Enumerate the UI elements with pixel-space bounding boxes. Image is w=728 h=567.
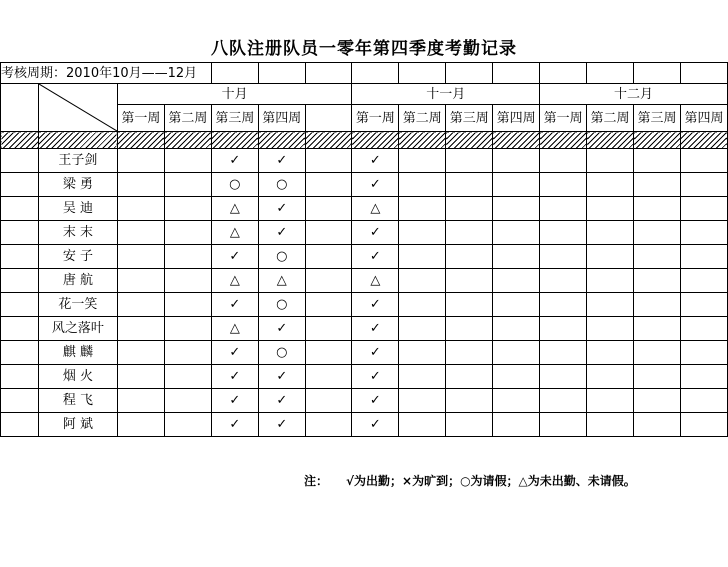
attendance-mark <box>493 341 540 365</box>
attendance-mark: △ <box>211 221 258 245</box>
attendance-mark <box>493 413 540 437</box>
attendance-mark <box>634 317 681 341</box>
attendance-mark <box>117 245 164 269</box>
attendance-mark <box>634 221 681 245</box>
attendance-mark <box>446 317 493 341</box>
attendance-mark: △ <box>211 317 258 341</box>
attendance-mark: △ <box>352 269 399 293</box>
attendance-mark <box>540 269 587 293</box>
attendance-mark <box>399 221 446 245</box>
attendance-mark <box>493 149 540 173</box>
week-header: 第三周 <box>211 105 258 132</box>
attendance-mark <box>117 269 164 293</box>
month-row <box>1 84 728 105</box>
attendance-table <box>0 62 728 437</box>
attendance-mark <box>117 341 164 365</box>
attendance-mark <box>305 197 352 221</box>
attendance-mark: ✓ <box>352 149 399 173</box>
attendance-mark <box>493 221 540 245</box>
member-name: 烟 火 <box>38 365 117 389</box>
member-name: 唐 航 <box>38 269 117 293</box>
attendance-mark <box>164 245 211 269</box>
week-header: 第一周 <box>352 105 399 132</box>
member-name: 梁 勇 <box>38 173 117 197</box>
attendance-mark: ✓ <box>258 365 305 389</box>
attendance-mark <box>399 389 446 413</box>
attendance-mark: △ <box>211 269 258 293</box>
attendance-mark: ✓ <box>352 221 399 245</box>
attendance-mark <box>399 245 446 269</box>
attendance-mark <box>305 365 352 389</box>
attendance-mark <box>634 245 681 269</box>
attendance-mark: ✓ <box>211 245 258 269</box>
table-row <box>1 389 728 413</box>
attendance-mark <box>399 341 446 365</box>
attendance-mark <box>446 341 493 365</box>
note-label: 注： <box>304 474 329 488</box>
attendance-mark <box>680 389 727 413</box>
attendance-mark <box>446 173 493 197</box>
week-header: 第二周 <box>399 105 446 132</box>
attendance-mark <box>399 197 446 221</box>
attendance-mark <box>399 413 446 437</box>
attendance-mark <box>399 149 446 173</box>
member-name: 花一笑 <box>38 293 117 317</box>
attendance-mark <box>634 365 681 389</box>
diagonal-header-cell <box>38 84 117 132</box>
attendance-mark <box>634 173 681 197</box>
attendance-mark: ○ <box>211 173 258 197</box>
attendance-mark <box>493 365 540 389</box>
attendance-mark <box>680 413 727 437</box>
attendance-mark <box>540 293 587 317</box>
attendance-mark <box>305 341 352 365</box>
attendance-mark <box>164 197 211 221</box>
attendance-mark <box>117 365 164 389</box>
week-header: 第一周 <box>540 105 587 132</box>
attendance-mark: ✓ <box>211 341 258 365</box>
attendance-mark <box>587 173 634 197</box>
attendance-mark <box>164 293 211 317</box>
attendance-mark <box>305 293 352 317</box>
attendance-mark: ✓ <box>352 413 399 437</box>
attendance-mark <box>680 269 727 293</box>
attendance-mark <box>446 413 493 437</box>
member-name: 程 飞 <box>38 389 117 413</box>
attendance-mark <box>680 173 727 197</box>
attendance-mark <box>117 197 164 221</box>
week-header <box>305 105 352 132</box>
table-row <box>1 269 728 293</box>
attendance-mark <box>164 341 211 365</box>
attendance-mark <box>446 365 493 389</box>
attendance-mark <box>587 317 634 341</box>
attendance-mark <box>164 389 211 413</box>
attendance-mark <box>164 269 211 293</box>
attendance-mark: ○ <box>258 245 305 269</box>
attendance-mark <box>587 413 634 437</box>
attendance-mark <box>587 365 634 389</box>
attendance-mark <box>493 269 540 293</box>
attendance-mark <box>117 317 164 341</box>
attendance-mark: ✓ <box>211 149 258 173</box>
attendance-mark <box>399 293 446 317</box>
table-row <box>1 173 728 197</box>
attendance-mark: ✓ <box>258 389 305 413</box>
attendance-mark <box>493 317 540 341</box>
attendance-mark <box>587 221 634 245</box>
attendance-mark: ✓ <box>352 317 399 341</box>
attendance-mark <box>493 245 540 269</box>
attendance-mark <box>305 269 352 293</box>
attendance-mark <box>117 413 164 437</box>
attendance-mark: ✓ <box>258 317 305 341</box>
week-header: 第三周 <box>634 105 681 132</box>
attendance-mark <box>680 317 727 341</box>
attendance-mark <box>634 389 681 413</box>
attendance-mark: ✓ <box>352 365 399 389</box>
week-header: 第三周 <box>446 105 493 132</box>
attendance-mark <box>164 173 211 197</box>
attendance-mark <box>680 365 727 389</box>
attendance-mark <box>634 293 681 317</box>
period-cell <box>1 63 212 84</box>
attendance-mark <box>493 173 540 197</box>
attendance-mark <box>399 173 446 197</box>
attendance-mark <box>305 173 352 197</box>
table-row <box>1 245 728 269</box>
note-text: √为出勤；×为旷到；○为请假；△为未出勤、未请假。 <box>346 474 636 488</box>
attendance-mark: △ <box>258 269 305 293</box>
attendance-mark <box>587 269 634 293</box>
member-name: 王子剑 <box>38 149 117 173</box>
attendance-mark <box>493 293 540 317</box>
attendance-mark <box>117 293 164 317</box>
attendance-mark <box>399 317 446 341</box>
member-name: 安 子 <box>38 245 117 269</box>
attendance-mark <box>117 149 164 173</box>
attendance-mark <box>446 245 493 269</box>
attendance-mark: ✓ <box>352 245 399 269</box>
period-row <box>1 63 728 84</box>
period-value: 2010年10月——12月 <box>66 65 198 81</box>
page-title: 八队注册队员一零年第四季度考勤记录 <box>211 39 517 59</box>
attendance-mark <box>540 413 587 437</box>
attendance-mark <box>493 389 540 413</box>
member-name: 吴 迪 <box>38 197 117 221</box>
attendance-mark <box>680 149 727 173</box>
attendance-mark <box>540 149 587 173</box>
attendance-mark <box>587 341 634 365</box>
attendance-mark <box>164 221 211 245</box>
attendance-mark <box>446 221 493 245</box>
attendance-mark <box>587 293 634 317</box>
attendance-mark <box>305 317 352 341</box>
attendance-mark <box>117 173 164 197</box>
attendance-mark <box>634 149 681 173</box>
table-row <box>1 221 728 245</box>
attendance-mark <box>164 317 211 341</box>
attendance-mark <box>540 221 587 245</box>
member-name: 末 末 <box>38 221 117 245</box>
attendance-mark: ✓ <box>258 197 305 221</box>
attendance-mark <box>446 197 493 221</box>
attendance-mark: ○ <box>258 173 305 197</box>
attendance-mark <box>587 149 634 173</box>
attendance-mark <box>305 245 352 269</box>
attendance-mark: ✓ <box>258 413 305 437</box>
attendance-mark <box>305 389 352 413</box>
week-header: 第二周 <box>587 105 634 132</box>
attendance-mark: ✓ <box>352 173 399 197</box>
attendance-mark <box>164 365 211 389</box>
attendance-mark <box>587 245 634 269</box>
table-row <box>1 413 728 437</box>
attendance-mark <box>164 149 211 173</box>
attendance-mark: ✓ <box>352 293 399 317</box>
attendance-mark <box>399 269 446 293</box>
month-header-oct: 十月 <box>117 84 351 105</box>
attendance-mark <box>305 413 352 437</box>
attendance-mark <box>305 221 352 245</box>
attendance-mark: ✓ <box>352 389 399 413</box>
attendance-mark <box>634 269 681 293</box>
attendance-mark: ○ <box>258 293 305 317</box>
attendance-mark <box>446 293 493 317</box>
week-header: 第二周 <box>164 105 211 132</box>
attendance-mark <box>446 269 493 293</box>
attendance-mark <box>634 341 681 365</box>
attendance-mark: ✓ <box>258 149 305 173</box>
attendance-mark <box>587 197 634 221</box>
week-header: 第四周 <box>680 105 727 132</box>
month-header-nov: 十一月 <box>352 84 540 105</box>
attendance-mark <box>680 341 727 365</box>
attendance-mark: △ <box>352 197 399 221</box>
week-header: 第一周 <box>117 105 164 132</box>
attendance-mark <box>305 149 352 173</box>
table-row <box>1 149 728 173</box>
attendance-mark: ✓ <box>258 221 305 245</box>
month-header-dec: 十二月 <box>540 84 728 105</box>
member-name: 麒 麟 <box>38 341 117 365</box>
attendance-mark <box>540 341 587 365</box>
attendance-mark <box>680 293 727 317</box>
attendance-mark <box>540 317 587 341</box>
attendance-mark <box>680 245 727 269</box>
week-header: 第四周 <box>493 105 540 132</box>
attendance-mark <box>117 221 164 245</box>
attendance-mark <box>540 197 587 221</box>
attendance-mark <box>540 365 587 389</box>
attendance-mark: ✓ <box>211 389 258 413</box>
attendance-mark <box>680 221 727 245</box>
attendance-mark <box>493 197 540 221</box>
attendance-mark: ○ <box>258 341 305 365</box>
table-row <box>1 317 728 341</box>
attendance-mark <box>540 173 587 197</box>
attendance-mark <box>164 413 211 437</box>
table-row <box>1 293 728 317</box>
attendance-mark: ✓ <box>211 413 258 437</box>
member-name: 阿 斌 <box>38 413 117 437</box>
member-name: 风之落叶 <box>38 317 117 341</box>
attendance-mark <box>117 389 164 413</box>
legend-note <box>304 472 636 489</box>
attendance-mark <box>540 389 587 413</box>
attendance-mark: ✓ <box>211 293 258 317</box>
attendance-mark <box>446 389 493 413</box>
table-row <box>1 365 728 389</box>
attendance-mark <box>446 149 493 173</box>
attendance-mark: ✓ <box>352 341 399 365</box>
table-row <box>1 197 728 221</box>
attendance-mark <box>634 197 681 221</box>
period-label: 考核周期： <box>1 65 67 81</box>
attendance-mark <box>399 365 446 389</box>
attendance-mark: ✓ <box>211 365 258 389</box>
table-row <box>1 341 728 365</box>
attendance-mark <box>587 389 634 413</box>
attendance-mark: △ <box>211 197 258 221</box>
attendance-mark <box>540 245 587 269</box>
attendance-mark <box>634 413 681 437</box>
attendance-mark <box>680 197 727 221</box>
week-header: 第四周 <box>258 105 305 132</box>
hatched-separator-row <box>1 132 728 149</box>
